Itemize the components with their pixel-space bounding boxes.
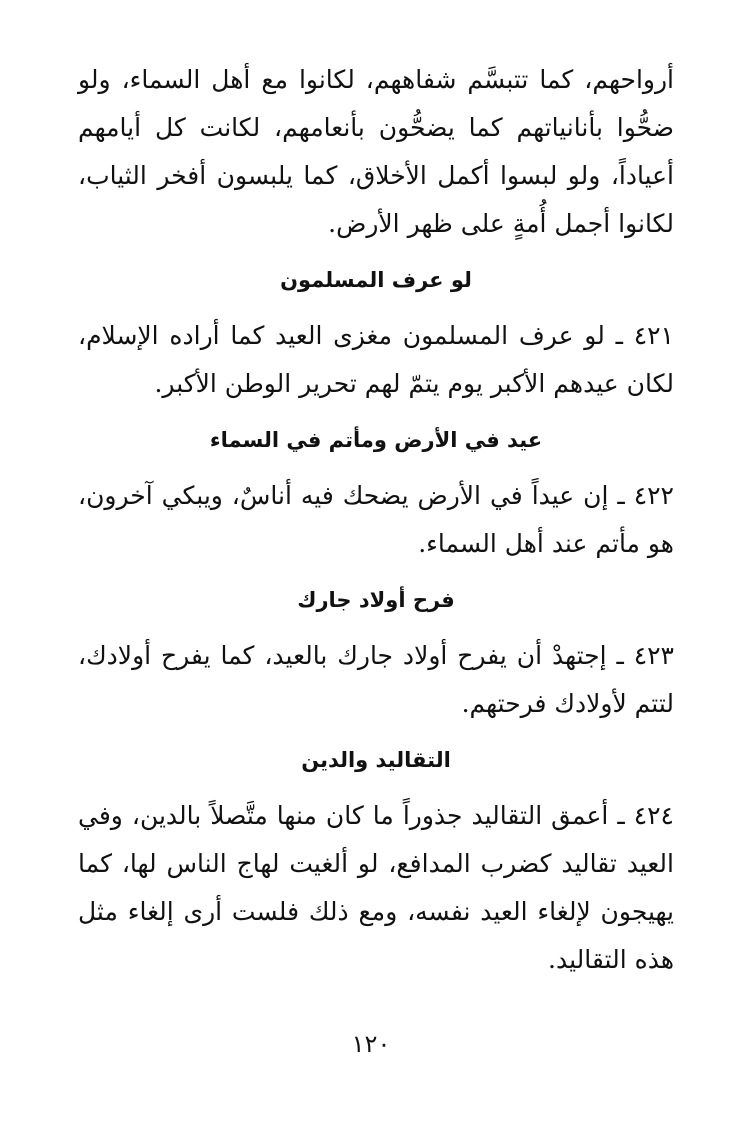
paragraph-422: ٤٢٢ ـ إن عيداً في الأرض يضحك فيه أناسٌ، ويبكي آخرون، هو مأتم عند أهل السماء. <box>78 481 674 558</box>
paragraph-intro: أرواحهم، كما تتبسَّم شفاههم، لكانوا مع أهل السماء، ولو ضحُّوا بأنانياتهم كما يضحُّون بأنعامهم، لكانت كل أيامهم أعياداً، ولو لبسوا أكمل الأخلاق، كما يلبسون أفخر الثياب، لكانوا أجمل أُمةٍ على ظهر الأرض. <box>78 65 674 238</box>
heading-farah-awlad: فرح أولاد جارك <box>297 588 455 612</box>
heading-eid-fil-ard: عيد في الأرض ومأتم في السماء <box>209 428 543 452</box>
page-body <box>78 56 674 984</box>
paragraph-424: ٤٢٤ ـ أعمق التقاليد جذوراً ما كان منها متَّصلاً بالدين، وفي العيد تقاليد كضرب المدافع، لو ألغيت لهاج الناس لها، كما يهيجون لإلغاء العيد نفسه، ومع ذلك فلست أرى إلغاء مثل هذه التقاليد. <box>78 801 674 974</box>
heading-taqalid: التقاليد والدين <box>301 748 451 772</box>
heading-law-arafa: لو عرف المسلمون <box>280 268 472 292</box>
page-number: ١٢٠ <box>351 1030 391 1058</box>
paragraph-421: ٤٢١ ـ لو عرف المسلمون مغزى العيد كما أراده الإسلام، لكان عيدهم الأكبر يوم يتمّ لهم تحرير الوطن الأكبر. <box>78 321 674 398</box>
paragraph-423: ٤٢٣ ـ إجتهدْ أن يفرح أولاد جارك بالعيد، كما يفرح أولادك، لتتم لأولادك فرحتهم. <box>78 641 674 718</box>
